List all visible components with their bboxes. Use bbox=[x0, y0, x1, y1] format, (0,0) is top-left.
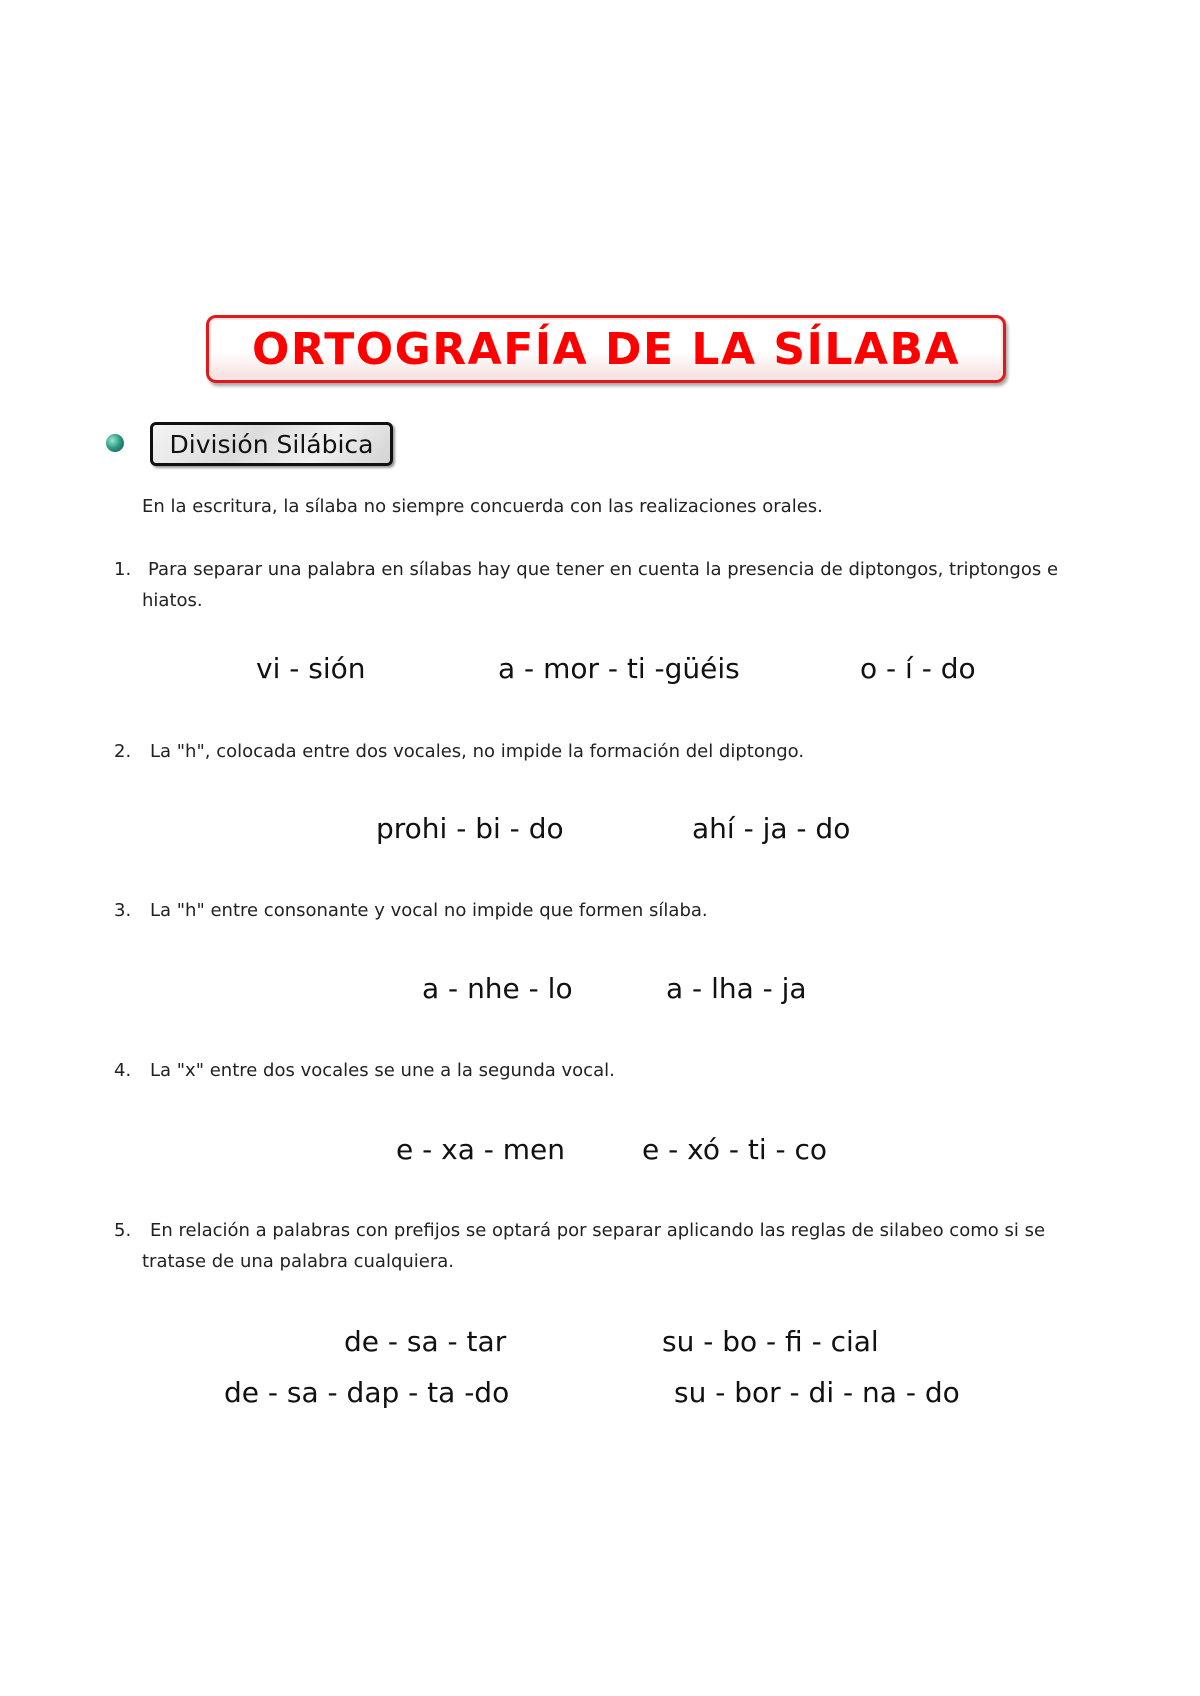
example-syllables: de - sa - dap - ta -do bbox=[224, 1376, 510, 1409]
rule-number: 4. bbox=[114, 1060, 132, 1081]
rule-text: La "h" entre consonante y vocal no impide que formen sílaba. bbox=[150, 900, 708, 921]
example-syllables: prohi - bi - do bbox=[376, 812, 564, 845]
example-syllables: su - bor - di - na - do bbox=[674, 1376, 960, 1409]
example-syllables: a - mor - ti -güéis bbox=[498, 652, 740, 685]
page-title: ORTOGRAFÍA DE LA SÍLABA bbox=[251, 323, 961, 375]
rule-number: 5. bbox=[114, 1220, 132, 1241]
rule-text: Para separar una palabra en sílabas hay que tener en cuenta la presencia de diptongos, triptongos e hiatos. bbox=[142, 559, 1059, 611]
section-heading: División Silábica bbox=[169, 429, 374, 459]
title-banner bbox=[206, 315, 1006, 383]
rule-number: 2. bbox=[114, 741, 132, 762]
section-heading-box bbox=[150, 422, 393, 466]
rule-number: 1. bbox=[114, 559, 132, 580]
example-syllables: a - nhe - lo bbox=[422, 972, 573, 1005]
example-syllables: vi - sión bbox=[256, 652, 366, 685]
rule-text: En relación a palabras con prefijos se optará por separar aplicando las reglas de silabeo como si se tratase de una palabra cualquiera. bbox=[142, 1220, 1046, 1272]
example-syllables: e - xa - men bbox=[396, 1133, 566, 1166]
rule-text: La "h", colocada entre dos vocales, no impide la formación del diptongo. bbox=[150, 741, 805, 762]
intro-paragraph: En la escritura, la sílaba no siempre concuerda con las realizaciones orales. bbox=[142, 496, 823, 517]
example-syllables: ahí - ja - do bbox=[692, 812, 851, 845]
example-syllables: de - sa - tar bbox=[344, 1325, 507, 1358]
example-syllables: o - í - do bbox=[860, 652, 976, 685]
example-syllables: e - xó - ti - co bbox=[642, 1133, 828, 1166]
rule-text: La "x" entre dos vocales se une a la segunda vocal. bbox=[150, 1060, 615, 1081]
example-syllables: su - bo - fi - cial bbox=[662, 1325, 879, 1358]
rule-number: 3. bbox=[114, 900, 132, 921]
example-syllables: a - lha - ja bbox=[666, 972, 807, 1005]
teal-sphere-bullet-icon bbox=[106, 434, 124, 452]
